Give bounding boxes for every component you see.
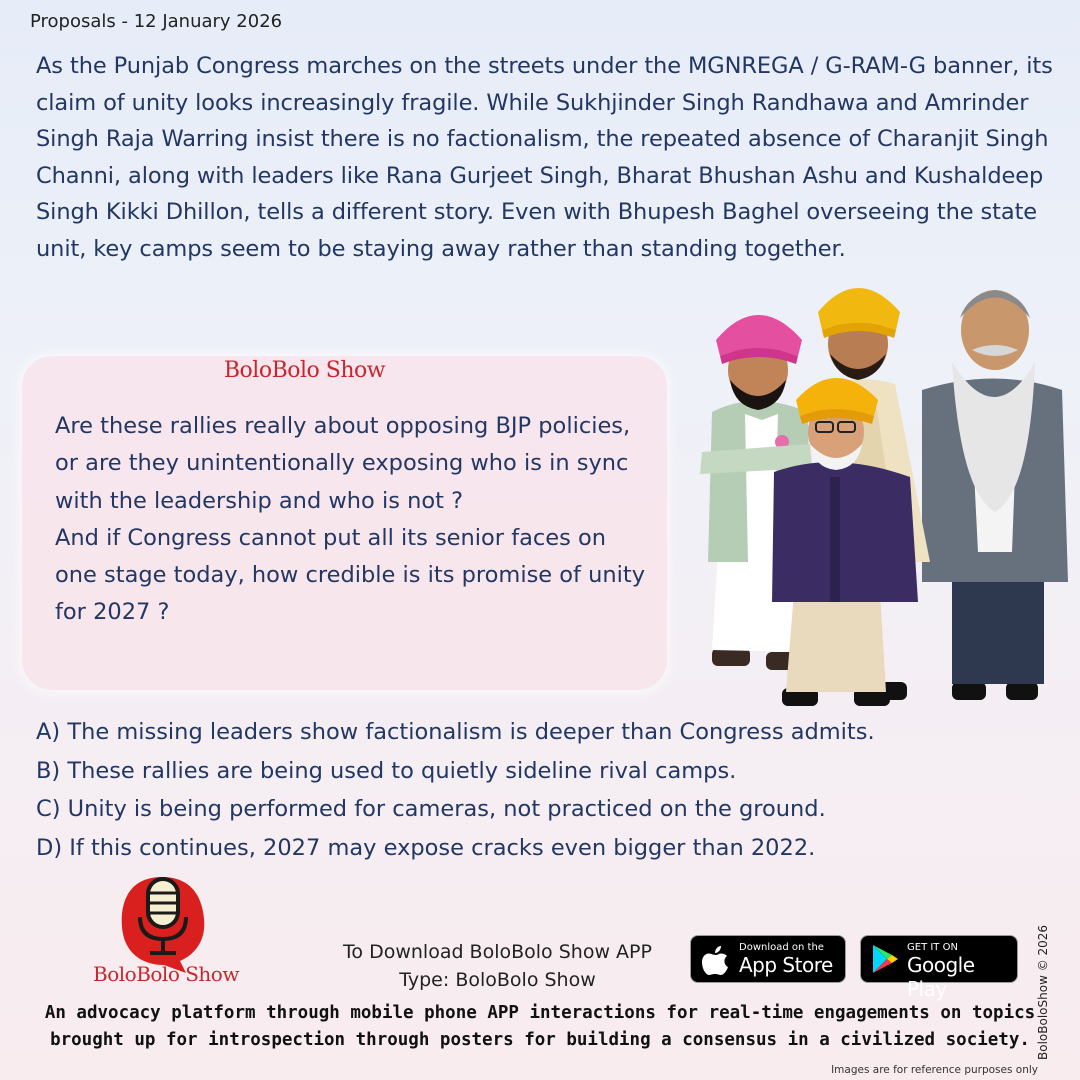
app-store-big-text: App Store <box>739 953 833 977</box>
option-d[interactable]: D) If this continues, 2027 may expose cracks even bigger than 2022. <box>36 834 816 861</box>
google-play-icon <box>871 944 899 974</box>
question-card <box>22 356 667 690</box>
option-c[interactable]: C) Unity is being performed for cameras, not practiced on the ground. <box>36 796 826 822</box>
option-a[interactable]: A) The missing leaders show factionalism is deeper than Congress admits. <box>36 719 875 745</box>
disclaimer-text: Images are for reference purposes only <box>831 1064 1038 1076</box>
intro-paragraph: As the Punjab Congress marches on the streets under the MGNREGA / G-RAM-G banner, its claim of unity looks increasingly fragile. While Sukhjinder Singh Randhawa and Amrinder Singh Raja Warring insist there is no factionalism, the repeated absence of Charanjit Singh Channi, along with leaders like Rana Gurjeet Singh, Bharat Bhushan Ashu and Kushaldeep Singh Kikki Dhillon, tells a different story. Even with Bhupesh Baghel overseeing the state unit, key camps seem to be staying away rather than standing together. <box>36 53 1053 262</box>
google-play-big-text: Google Play <box>907 953 975 1001</box>
question-1: Are these rallies really about opposing BJP policies, or are they unintentionally exposing who is in sync with the leadership and who is not ? <box>55 413 631 514</box>
tagline-line-1: An advocacy platform through mobile phone APP interactions for real-time engagements on topics <box>44 1003 1036 1023</box>
google-play-button[interactable] <box>860 935 1018 1001</box>
google-play-small-text: GET IT ON <box>907 942 958 953</box>
options-list <box>36 713 875 867</box>
app-store-small-text: Download on the <box>739 942 824 953</box>
copyright-vertical: BoloBoloShow © 2026 <box>1036 924 1050 1060</box>
leader-bearded-man <box>922 290 1068 700</box>
logo-brand-text: BoloBolo Show <box>93 962 239 986</box>
download-line-1: To Download BoloBolo Show APP <box>343 941 652 963</box>
download-line-2: Type: BoloBolo Show <box>399 969 596 991</box>
card-brand-title: BoloBolo Show <box>223 358 386 383</box>
leaders-illustration <box>690 272 1070 717</box>
footer-tagline <box>30 1000 1050 1054</box>
tagline-line-2: brought up for introspection through posters for building a consensus in a civilized society. <box>50 1030 1030 1050</box>
card-question-text <box>55 408 655 632</box>
app-store-button[interactable] <box>690 935 846 983</box>
download-info <box>320 938 675 994</box>
option-b[interactable]: B) These rallies are being used to quietly sideline rival camps. <box>36 757 737 784</box>
apple-icon <box>701 944 731 976</box>
question-2: And if Congress cannot put all its senior faces on one stage today, how credible is its promise of unity for 2027 ? <box>55 524 646 626</box>
header-date: Proposals - 12 January 2026 <box>30 11 283 32</box>
